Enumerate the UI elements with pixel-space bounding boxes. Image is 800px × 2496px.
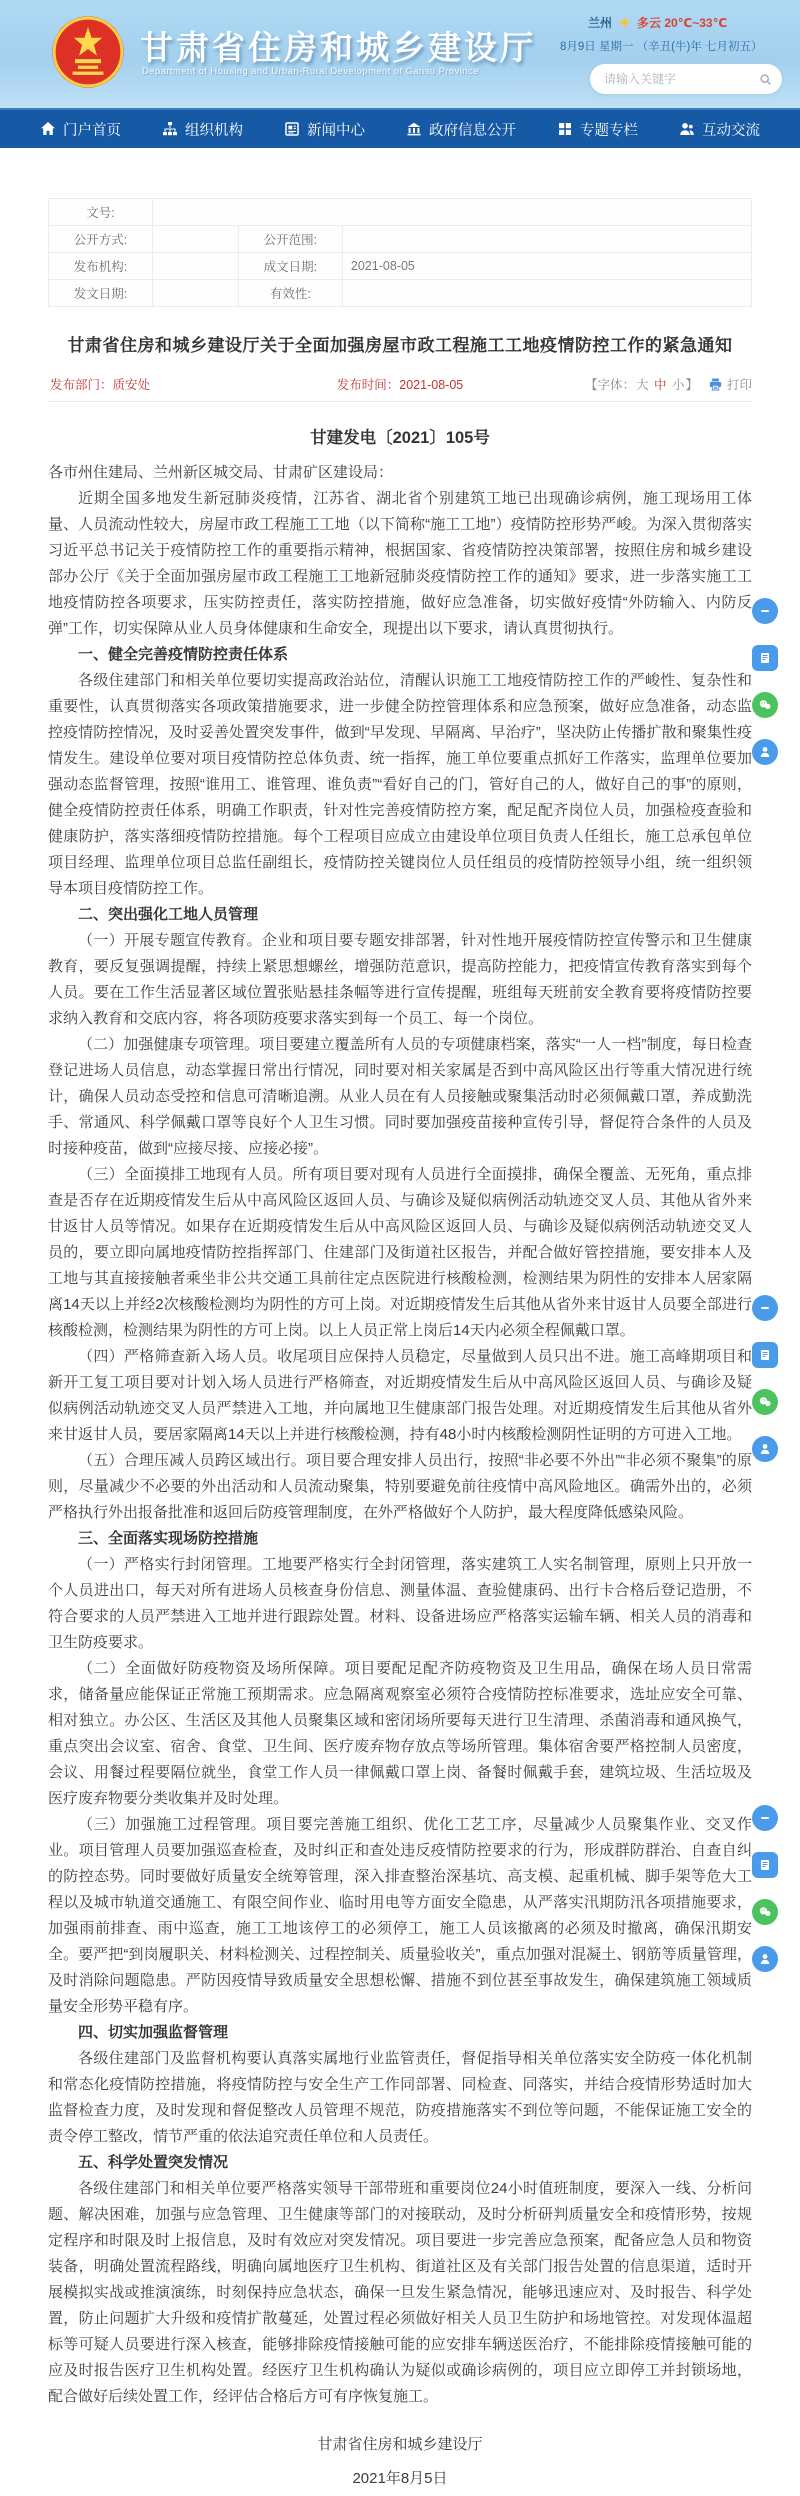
date-line: 8月9日 星期一 （辛丑(牛)年 七月初五） <box>560 41 763 53</box>
document-icon[interactable] <box>752 645 778 671</box>
news-icon <box>284 121 300 137</box>
section-heading-1: 一、健全完善疫情防控责任体系 <box>78 646 289 663</box>
nav-item-special-topics[interactable] <box>551 110 644 148</box>
font-size-medium-button[interactable]: 中 <box>653 378 667 392</box>
home-icon <box>40 121 56 137</box>
service-person-icon[interactable] <box>752 1436 778 1462</box>
article-meta-bar <box>48 372 752 402</box>
site-title: 甘肃省住房和城乡建设厅 <box>140 29 536 66</box>
document-reference-number: 甘建发电〔2021〕105号 <box>310 429 490 447</box>
nav-label: 组织机构 <box>185 122 243 139</box>
article-body <box>48 460 752 2410</box>
article-paragraph: （四）严格筛查新入场人员。收尾项目应保持人员稳定，尽量做到人员只出不进。施工高峰期项目和新开工复工项目要对计划入场人员进行严格筛查，对近期疫情发生后从中高风险区返回人员、与确诊及疑似病例活动轨迹交叉人员严禁进入工地，并向属地卫生健康部门报告处理。对近期疫情发生后其他从省外来甘返甘人员，要居家隔离14天以上并进行核酸检测，持有48小时内核酸检测阴性证明的方可进入工地。 <box>48 1348 752 1443</box>
section-heading-5: 五、科学处置突发情况 <box>78 2154 229 2171</box>
page-title: 甘肃省住房和城乡建设厅关于全面加强房屋市政工程施工工地疫情防控工作的紧急通知 <box>67 336 733 355</box>
document-icon[interactable] <box>752 1852 778 1878</box>
site-header <box>0 0 800 108</box>
float-toolbar <box>752 1295 780 1483</box>
nav-item-organization[interactable] <box>156 110 249 148</box>
weather-bar <box>588 14 727 31</box>
print-label: 打印 <box>726 378 752 392</box>
article-paragraph: （二）全面做好防疫物资及场所保障。项目要配足配齐防疫物资及卫生用品，确保在场人员日常需求，储备量应能保证正常施工预期需求。应急隔离观察室必须符合疫情防控标准要求，选址应安全可靠、相对独立。办公区、生活区及其他人员聚集区域和密闭场所要每天进行卫生清理、杀菌消毒和通风换气，重点突出会议室、宿舍、食堂、卫生间、医疗废弃物存放点等场所管理。集体宿舍要严格控制人员密度，会议、用餐过程要隔位就坐，食堂工作人员一律佩戴口罩上岗、备餐时佩戴手套，建筑垃圾、生活垃圾及医疗废弃物要分类收集并及时处理。 <box>48 1660 752 1807</box>
validity-value <box>342 280 751 307</box>
service-person-icon[interactable] <box>752 1946 778 1972</box>
issuing-agency-value <box>153 253 239 280</box>
nav-item-news[interactable] <box>278 110 371 148</box>
article-paragraph: 各级住建部门和相关单位要切实提高政治站位，清醒认识施工工地疫情防控工作的严峻性、复杂性和重要性，认真贯彻落实各项政策措施要求，进一步健全防控管理体系和应急预案，做好应急准备，动态监控疫情防控情况，及时妥善处置突发事件，做到“早发现、早隔离、早治疗”，坚决防止传播扩散和聚集性疫情发生。建设单位要对项目疫情防控总体负责、统一指挥，施工单位要重点抓好工作落实，监理单位要加强动态监督管理，按照“谁用工、谁管理、谁负责”“看好自己的门，管好自己的人，做好自己的事”的原则，健全疫情防控责任体系，明确工作职责，针对性完善疫情防控方案，配足配齐岗位人员，加强检疫查验和健康防护，落实落细疫情防控措施。每个工程项目应成立由建设单位项目负责人任组长，施工总承包单位项目经理、监理单位项目总监任副组长，疫情防控关键岗位人员任组员的疫情防控领导小组，统一组织领导本项目疫情防控工作。 <box>48 672 752 897</box>
article-paragraph: （三）全面摸排工地现有人员。所有项目要对现有人员进行全面摸排，确保全覆盖、无死角，重点排查是否存在近期疫情发生后从中高风险区返回人员、与确诊及疑似病例活动轨迹交叉人员、其他从省外来甘返甘人员等情况。如果存在近期疫情发生后从中高风险区返回人员、与确诊及疑似病例活动轨迹交叉人员的，要立即向属地疫情防控指挥部门、住建部门及街道社区报告，并配合做好管控措施，要安排本人及工地与其直接接触者乘坐非公共交通工具前往定点医院进行核酸检测，检测结果为阴性的安排本人居家隔离14天以上并经2次核酸检测均为阴性的方可上岗。对近期疫情发生后其他从省外来甘返甘人员要全部进行核酸检测，检测结果为阴性的方可上岗。以上人员正常上岗后14天内必须全程佩戴口罩。 <box>48 1166 752 1339</box>
print-button[interactable] <box>708 375 752 393</box>
article-paragraph: （五）合理压减人员跨区域出行。项目要合理安排人员出行，按照“非必要不外出”“非必须不聚集”的原则，尽量减少不必要的外出活动和人员流动聚集，特别要避免前往疫情中高风险地区。确需外出的，必须严格执行外出报备批准和返回后防疫管理制度，在外严格做好个人防护，最大程度降低感染风险。 <box>48 1452 752 1521</box>
weather-text: 多云 20℃~33℃ <box>637 16 728 30</box>
doc-number-label: 文号: <box>49 199 153 226</box>
comment-icon[interactable] <box>752 598 778 624</box>
comment-icon[interactable] <box>752 1295 778 1321</box>
article-paragraph: （一）开展专题宣传教育。企业和项目要专题安排部署，针对性地开展疫情防控宣传警示和卫生健康教育，要反复强调提醒，持续上紧思想螺丝，增强防范意识，提高防控能力，把疫情宣传教育落实到每个人员。要在工作生活显著区域位置张贴悬挂条幅等进行宣传提醒，班组每天班前安全教育要将疫情防控要求纳入教育和交底内容，将各项防疫要求落实到每一个员工、每一个岗位。 <box>48 932 752 1027</box>
wechat-icon[interactable] <box>752 1899 778 1925</box>
publish-time-value: 2021-08-05 <box>399 378 464 392</box>
section-heading-4: 四、切实加强监督管理 <box>78 2024 229 2041</box>
issuing-agency-label: 发布机构: <box>49 253 153 280</box>
font-ctl-close: 】 <box>685 378 698 392</box>
service-person-icon[interactable] <box>752 739 778 765</box>
printer-icon <box>708 377 723 392</box>
article-paragraph: （一）严格实行封闭管理。工地要严格实行全封闭管理，落实建筑工人实名制管理，原则上只开放一个人员进出口，每天对所有进场人员核查身份信息、测量体温、查验健康码、出行卡合格后登记造册，不符合要求的人员严禁进入工地并进行跟踪处置。材料、设备进场应严格落实运输车辆、相关人员的消毒和卫生防疫要求。 <box>48 1556 752 1651</box>
gov-building-icon <box>406 121 422 137</box>
font-size-large-button[interactable]: 大 <box>635 378 649 392</box>
comment-icon[interactable] <box>752 1805 778 1831</box>
table-row <box>49 199 752 226</box>
section-heading-3: 三、全面落实现场防控措施 <box>78 1530 259 1547</box>
signature-date: 2021年8月5日 <box>352 2470 448 2487</box>
article-paragraph: 各级住建部门及监督机构要认真落实属地行业监管责任，督促指导相关单位落实安全防疫一体化机制和常态化疫情防控措施，将疫情防控与安全生产工作同部署、同检查、同落实，并结合疫情形势适时加大监督检查力度，及时发现和督促整改人员管理不规范，防疫措施落实不到位等问题，不能保证施工安全的责令停工整改，情节严重的依法追究责任单位和人员责任。 <box>48 2050 752 2145</box>
site-search <box>590 64 782 94</box>
font-ctl-open: 【字体： <box>584 378 635 392</box>
written-date-value: 2021-08-05 <box>342 253 751 280</box>
salutation: 各市州住建局、兰州新区城交局、甘肃矿区建设局： <box>48 464 394 481</box>
article-paragraph: （三）加强施工过程管理。项目要完善施工组织、优化工艺工序，尽量减少人员聚集作业、交叉作业。项目管理人员要加强巡查检查，及时纠正和查处违反疫情防控要求的行为，形成群防群治、自查自纠的防控态势。同时要做好质量安全统筹管理，深入排查整治深基坑、高支模、起重机械、脚手架等危大工程以及城市轨道交通施工、有限空间作业、临时用电等方面安全隐患，从严落实汛期防汛各项措施要求，加强雨前排查、雨中巡查，施工工地该停工的必须停工，施工人员该撤离的必须及时撤离，确保汛期安全。要严把“到岗履职关、材料检测关、过程控制关、质量验收关”，重点加强对混凝土、钢筋等质量管理，及时消除问题隐患。严防因疫情导致质量安全思想松懈、措施不到位甚至事故发生，确保建筑施工领域质量安全形势平稳有序。 <box>48 1816 752 2015</box>
issue-date-label: 发文日期: <box>49 280 153 307</box>
float-toolbar <box>752 598 780 786</box>
signature-block <box>0 2428 800 2496</box>
site-subtitle: Department of Housing and Urban-Rural Development of Gansu Province <box>142 66 479 77</box>
font-size-small-button[interactable]: 小 <box>671 378 685 392</box>
nav-label: 政府信息公开 <box>429 122 516 139</box>
wechat-icon[interactable] <box>752 692 778 718</box>
table-row <box>49 226 752 253</box>
search-input[interactable] <box>604 72 759 86</box>
section-heading-2: 二、突出强化工地人员管理 <box>78 906 259 923</box>
people-chat-icon <box>679 121 695 137</box>
national-emblem-icon <box>50 14 126 90</box>
weather-city: 兰州 <box>588 16 613 30</box>
article-paragraph: （二）加强健康专项管理。项目要建立覆盖所有人员的专项健康档案，落实“一人一档”制度，每日检查登记进场人员信息，动态掌握日常出行情况，同时要对相关家属是否到中高风险区出行等重大情况进行统计，确保人员动态受控和信息可清晰追溯。从业人员在有人员接触或聚集活动时必须佩戴口罩，养成勤洗手、常通风、科学佩戴口罩等良好个人卫生习惯。同时要加强疫苗接种宣传引导，督促符合条件的人员及时接种疫苗，做到“应接尽接、应接必接”。 <box>48 1036 752 1157</box>
nav-label: 互动交流 <box>702 122 760 139</box>
open-scope-label: 公开范围: <box>238 226 342 253</box>
document-info-table <box>48 198 752 307</box>
nav-label: 门户首页 <box>63 122 121 139</box>
wechat-icon[interactable] <box>752 1389 778 1415</box>
publish-time-label: 发布时间： <box>336 378 400 392</box>
nav-item-home[interactable] <box>34 110 127 148</box>
float-toolbar <box>752 1805 780 1993</box>
validity-label: 有效性: <box>238 280 342 307</box>
nav-item-gov-info[interactable] <box>400 110 522 148</box>
open-method-label: 公开方式: <box>49 226 153 253</box>
issue-date-value <box>153 280 239 307</box>
nav-label: 新闻中心 <box>307 122 365 139</box>
nav-item-interaction[interactable] <box>673 110 766 148</box>
publish-dept-value: 质安处 <box>112 378 151 392</box>
written-date-label: 成文日期: <box>238 253 342 280</box>
document-icon[interactable] <box>752 1342 778 1368</box>
nav-label: 专题专栏 <box>580 122 638 139</box>
grid-icon <box>557 121 573 137</box>
article-paragraph: 近期全国多地发生新冠肺炎疫情，江苏省、湖北省个别建筑工地已出现确诊病例，施工现场用工体量、人员流动性较大，房屋市政工程施工工地（以下简称“施工工地”）疫情防控形势严峻。为深入贯彻落实习近平总书记关于疫情防控工作的重要指示精神，根据国家、省疫情防控决策部署，按照住房和城乡建设部办公厅《关于全面加强房屋市政工程施工工地新冠肺炎疫情防控工作的通知》要求，进一步落实施工工地疫情防控各项要求，压实防控责任，落实防控措施，做好应急准备，切实做好疫情“外防输入、内防反弹”工作，切实保障从业人员身体健康和生命安全，现提出以下要求，请认真贯彻执行。 <box>48 490 752 637</box>
main-nav <box>0 108 800 148</box>
org-chart-icon <box>162 121 178 137</box>
font-size-control <box>585 375 698 393</box>
open-scope-value <box>342 226 751 253</box>
search-icon[interactable] <box>759 72 772 87</box>
publish-dept-label: 发布部门： <box>50 378 113 392</box>
article-paragraph: 各级住建部门和相关单位要严格落实领导干部带班和重要岗位24小时值班制度，要深入一线、分析问题、解决困难，加强与应急管理、卫生健康等部门的对接联动，及时分析研判质量安全和疫情形势，按规定程序和时限及时上报信息，及时有效应对突发情况。项目要进一步完善应急预案，配备应急人员和物资装备，明确处置流程路线，明确向属地医疗卫生机构、街道社区及有关部门报告处置的信息渠道，适时开展模拟实战或推演演练，时刻保持应急状态，确保一旦发生紧急情况，能够迅速应对、及时报告、科学处置，防止问题扩大升级和疫情扩散蔓延，处置过程必须做好相关人员卫生防护和场地管控。对发现体温超标等可疑人员要进行深入核查，能够排除疫情接触可能的应安排车辆送医治疗，不能排除疫情接触可能的应及时报告医疗卫生机构处置。经医疗卫生机构确认为疑似或确诊病例的，项目应立即停工并封锁场地，配合做好后续处置工作，经评估合格后方可有序恢复施工。 <box>48 2180 752 2405</box>
open-method-value <box>153 226 239 253</box>
signature-org: 甘肃省住房和城乡建设厅 <box>317 2436 483 2453</box>
table-row <box>49 253 752 280</box>
doc-number-value <box>153 199 752 226</box>
sun-icon <box>618 16 631 29</box>
table-row <box>49 280 752 307</box>
